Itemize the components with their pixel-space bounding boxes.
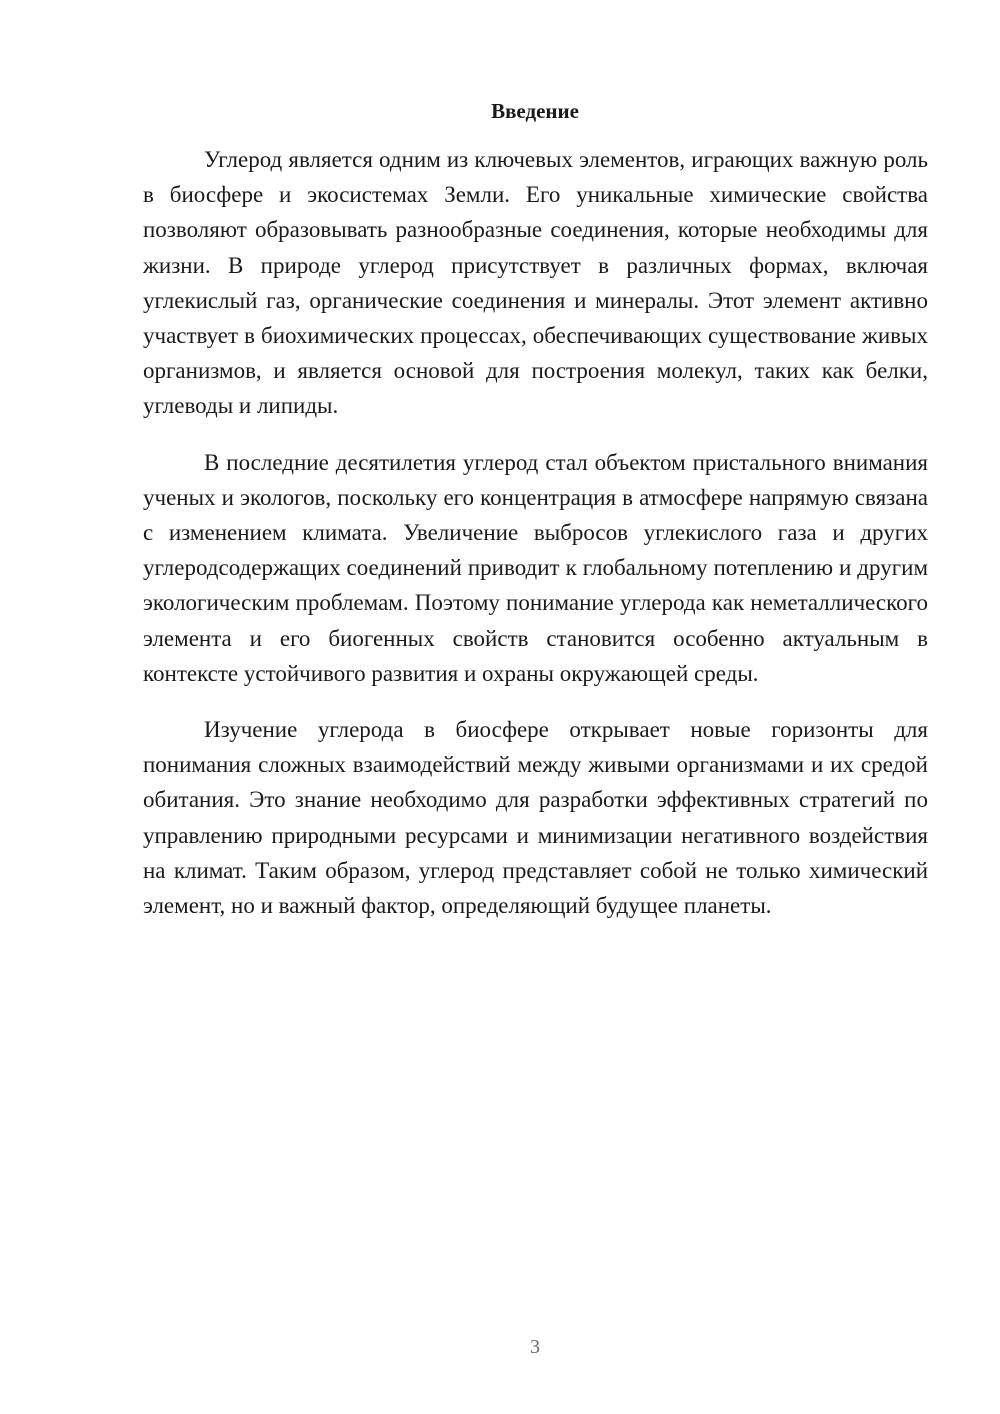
paragraph-1: Углерод является одним из ключевых элементов, играющих важную роль в биосфере и экосистемах Земли. Его уникальные химические свойства позволяют образовывать разнообразные соединения, которые необходимы для жизни. В природе углерод присутствует в различных формах, включая углекислый газ, органические соединения и минералы. Этот элемент активно участвует в биохимических процессах, обеспечивающих существование живых организмов, и является основой для построения молекул, таких как белки, углеводы и липиды.: [143, 147, 928, 419]
paragraph-3: Изучение углерода в биосфере открывает новые горизонты для понимания сложных взаимодействий между живыми организмами и их средой обитания. Это знание необходимо для разработки эффективных стратегий по управлению природными ресурсами и минимизации негативного воздействия на климат. Таким образом, углерод представляет собой не только химический элемент, но и важный фактор, определяющий будущее планеты.: [143, 717, 928, 919]
paragraph-2: В последние десятилетия углерод стал объектом пристального внимания ученых и экологов, поскольку его концентрация в атмосфере напрямую связана с изменением климата. Увеличение выбросов углекислого газа и других углеродсодержащих соединений приводит к глобальному потеплению и другим экологическим проблемам. Поэтому понимание углерода как неметаллического элемента и его биогенных свойств становится особенно актуальным в контексте устойчивого развития и охраны окружающей среды.: [143, 449, 928, 686]
body-text: [143, 142, 928, 944]
section-heading: Введение: [491, 99, 579, 123]
page-number: 3: [530, 1336, 540, 1358]
